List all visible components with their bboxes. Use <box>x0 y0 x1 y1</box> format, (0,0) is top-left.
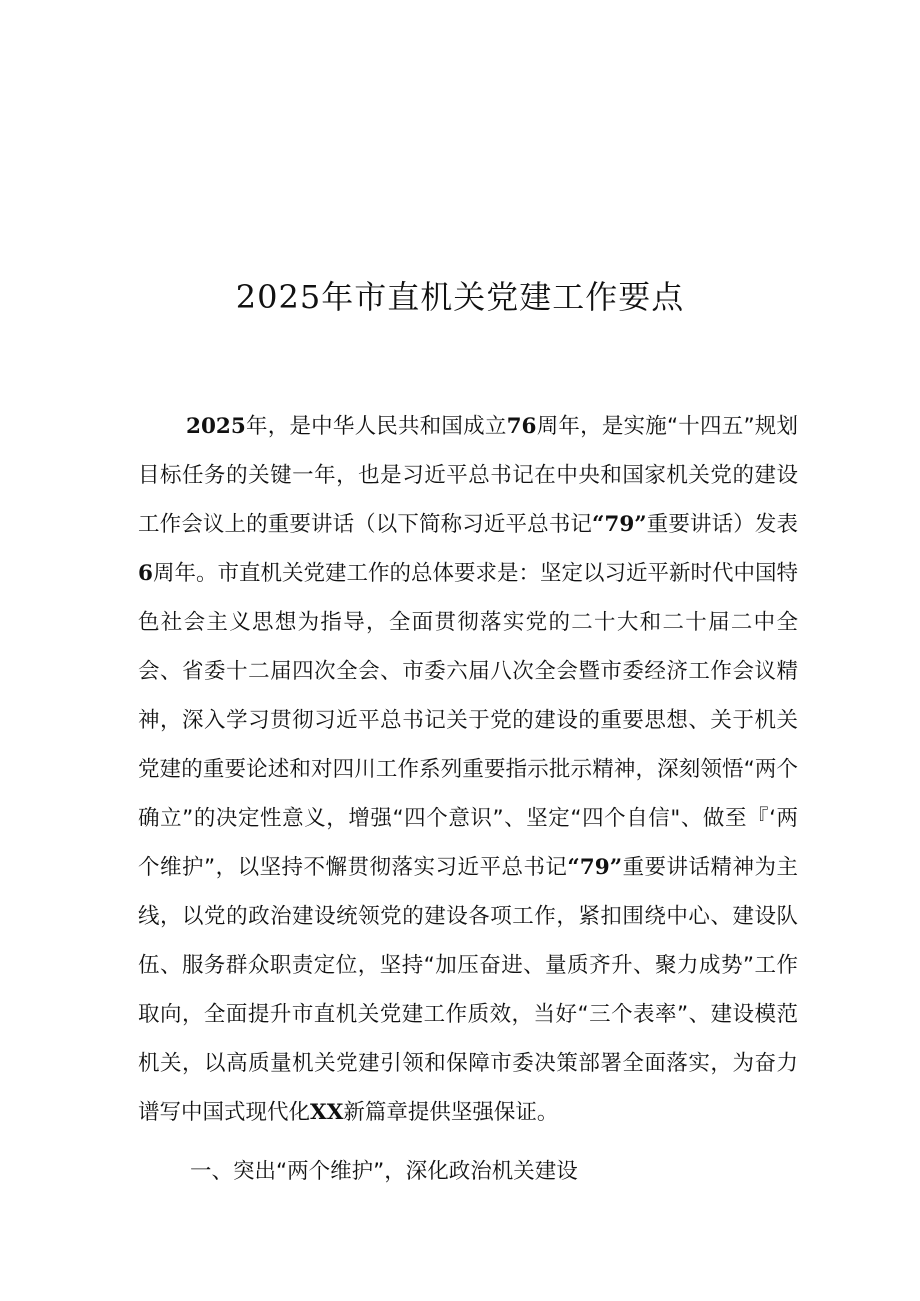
intro-speech-code-1: “79” <box>592 512 647 537</box>
document-title: 2025年市直机关党建工作要点 <box>235 278 685 316</box>
intro-segment-5: 重要讲话精神为主线，以党的政治建设统领党的建设各项工作，紧扣围绕中心、建设队伍、服务群众职责定位，坚持“加压奋进、量质齐升、聚力成势”工作取向，全面提升市直机关党建工作质效，当好“三个表率”、建设模范机关，以高质量机关党建引领和保障市委决策部署全面落实，为奋力谱写中国式现代化 <box>138 855 798 1125</box>
intro-segment-4: 周年。市直机关党建工作的总体要求是：坚定以习近平新时代中国特色社会主义思想为指导，全面贯彻落实党的二十大和二十届二中全会、省委十二届四次全会、市委六届八次全会暨市委经济工作会议精神，深入学习贯彻习近平总书记关于党的建设的重要思想、关于机关党建的重要论述和对四川工作系列重要指示批示精神，深刻领悟“两个确立”的决定性意义，增强“四个意识”、坚定“四个自信"、做至『‘两个维护”，以坚持不懈贯彻落实习近平总书记 <box>138 561 798 880</box>
intro-segment-3: 重要讲话）发表 <box>646 512 798 537</box>
intro-segment-1: 年，是中华人民共和国成立 <box>245 414 507 439</box>
section-1-heading: 一、突出“两个维护”，深化政治机关建设 <box>190 1159 578 1184</box>
intro-paragraph <box>138 402 798 1137</box>
intro-speech-code-2: “79” <box>567 855 623 880</box>
intro-segment-6: 新篇章提供坚强保证。 <box>343 1100 559 1125</box>
intro-year: 2025 <box>186 414 246 439</box>
intro-anniversary: 76 <box>506 414 537 439</box>
intro-region: XX <box>310 1100 344 1125</box>
intro-segment-2: 周年，是实施“十四五”规划目标任务的关键一年，也是习近平总书记在中央和国家机关党的建设工作会议上的重要讲话（以下简称习近平总书记 <box>138 414 798 537</box>
intro-speech-years: 6 <box>138 561 153 586</box>
